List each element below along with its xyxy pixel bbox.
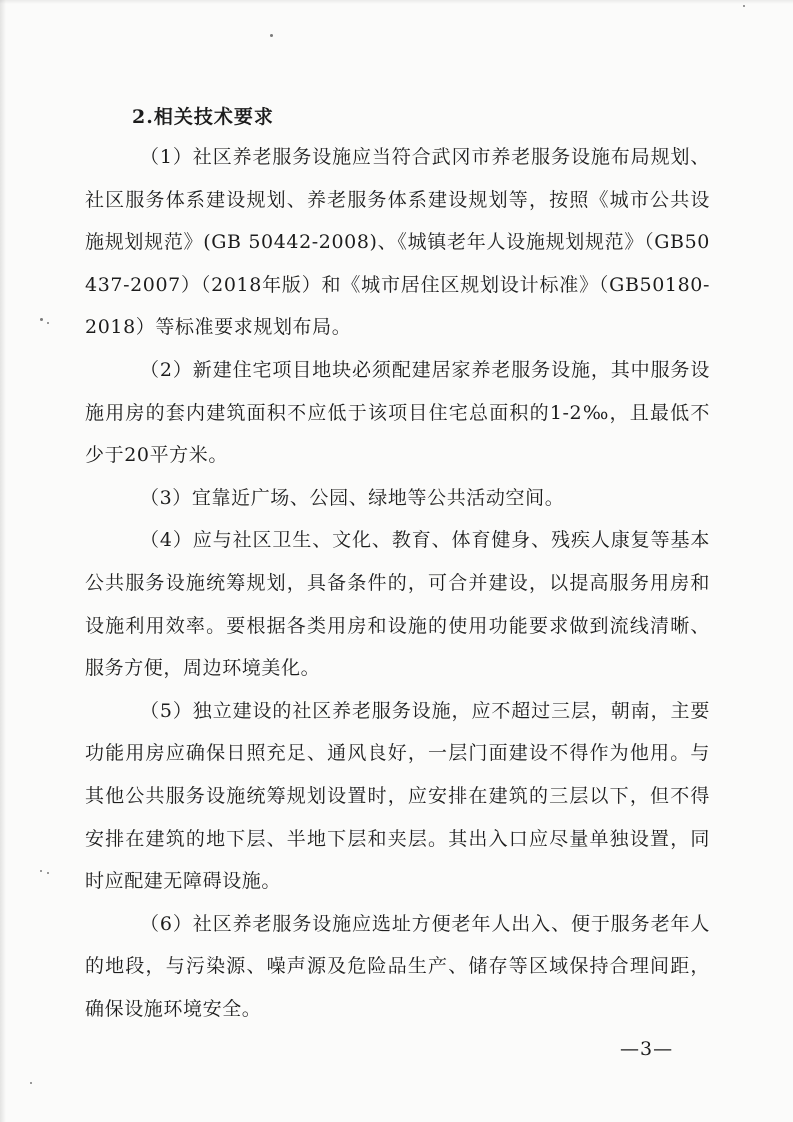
paragraph-4: （4）应与社区卫生、文化、教育、体育健身、残疾人康复等基本公共服务设施统筹规划，具备条件的，可合并建设，以提高服务用房和设施利用效率。要根据各类用房和设施的使用功能要求做到流线清晰、服务方便，周边环境美化。 — [85, 529, 710, 680]
scan-edge-left — [0, 0, 6, 1122]
paragraph-1: （1）社区养老服务设施应当符合武冈市养老服务设施布局规划、社区服务体系建设规划、养老服务体系建设规划等，按照《城市公共设施规划规范》(GB 50442-2008)、《城镇老年人设施规划规范》（GB50437-2007）（2018年版）和《城市居住区规划设计标准》（GB50180-2018）等标准要求规划布局。 — [85, 146, 710, 339]
scan-speck — [270, 34, 273, 37]
page-number: —3— — [620, 1038, 674, 1060]
paragraph-3: （3）宜靠近广场、公园、绿地等公共活动空间。 — [140, 486, 565, 509]
document-body — [85, 98, 710, 1030]
scan-speck — [47, 872, 49, 874]
scan-edge-top — [0, 0, 793, 4]
paragraph-6: （6）社区养老服务设施应选址方便老年人出入、便于服务老年人的地段，与污染源、噪声源及危险品生产、储存等区域保持合理间距，确保设施环境安全。 — [85, 912, 710, 1020]
paragraph-2: （2）新建住宅项目地块必须配建居家养老服务设施，其中服务设施用房的套内建筑面积不应低于该项目住宅总面积的1-2‰，且最低不少于20平方米。 — [85, 358, 710, 467]
scan-speck — [743, 5, 745, 7]
scan-speck — [47, 322, 49, 324]
paragraph-5: （5）独立建设的社区养老服务设施，应不超过三层，朝南，主要功能用房应确保日照充足、通风良好，一层门面建设不得作为他用。与其他公共服务设施统筹规划设置时，应安排在建筑的三层以下，但不得安排在建筑的地下层、半地下层和夹层。其出入口应尽量单独设置，同时应配建无障碍设施。 — [85, 699, 710, 893]
scan-speck — [40, 870, 42, 872]
section-heading: 2.相关技术要求 — [132, 106, 274, 128]
scan-speck — [30, 1082, 32, 1084]
scan-speck — [40, 318, 43, 321]
